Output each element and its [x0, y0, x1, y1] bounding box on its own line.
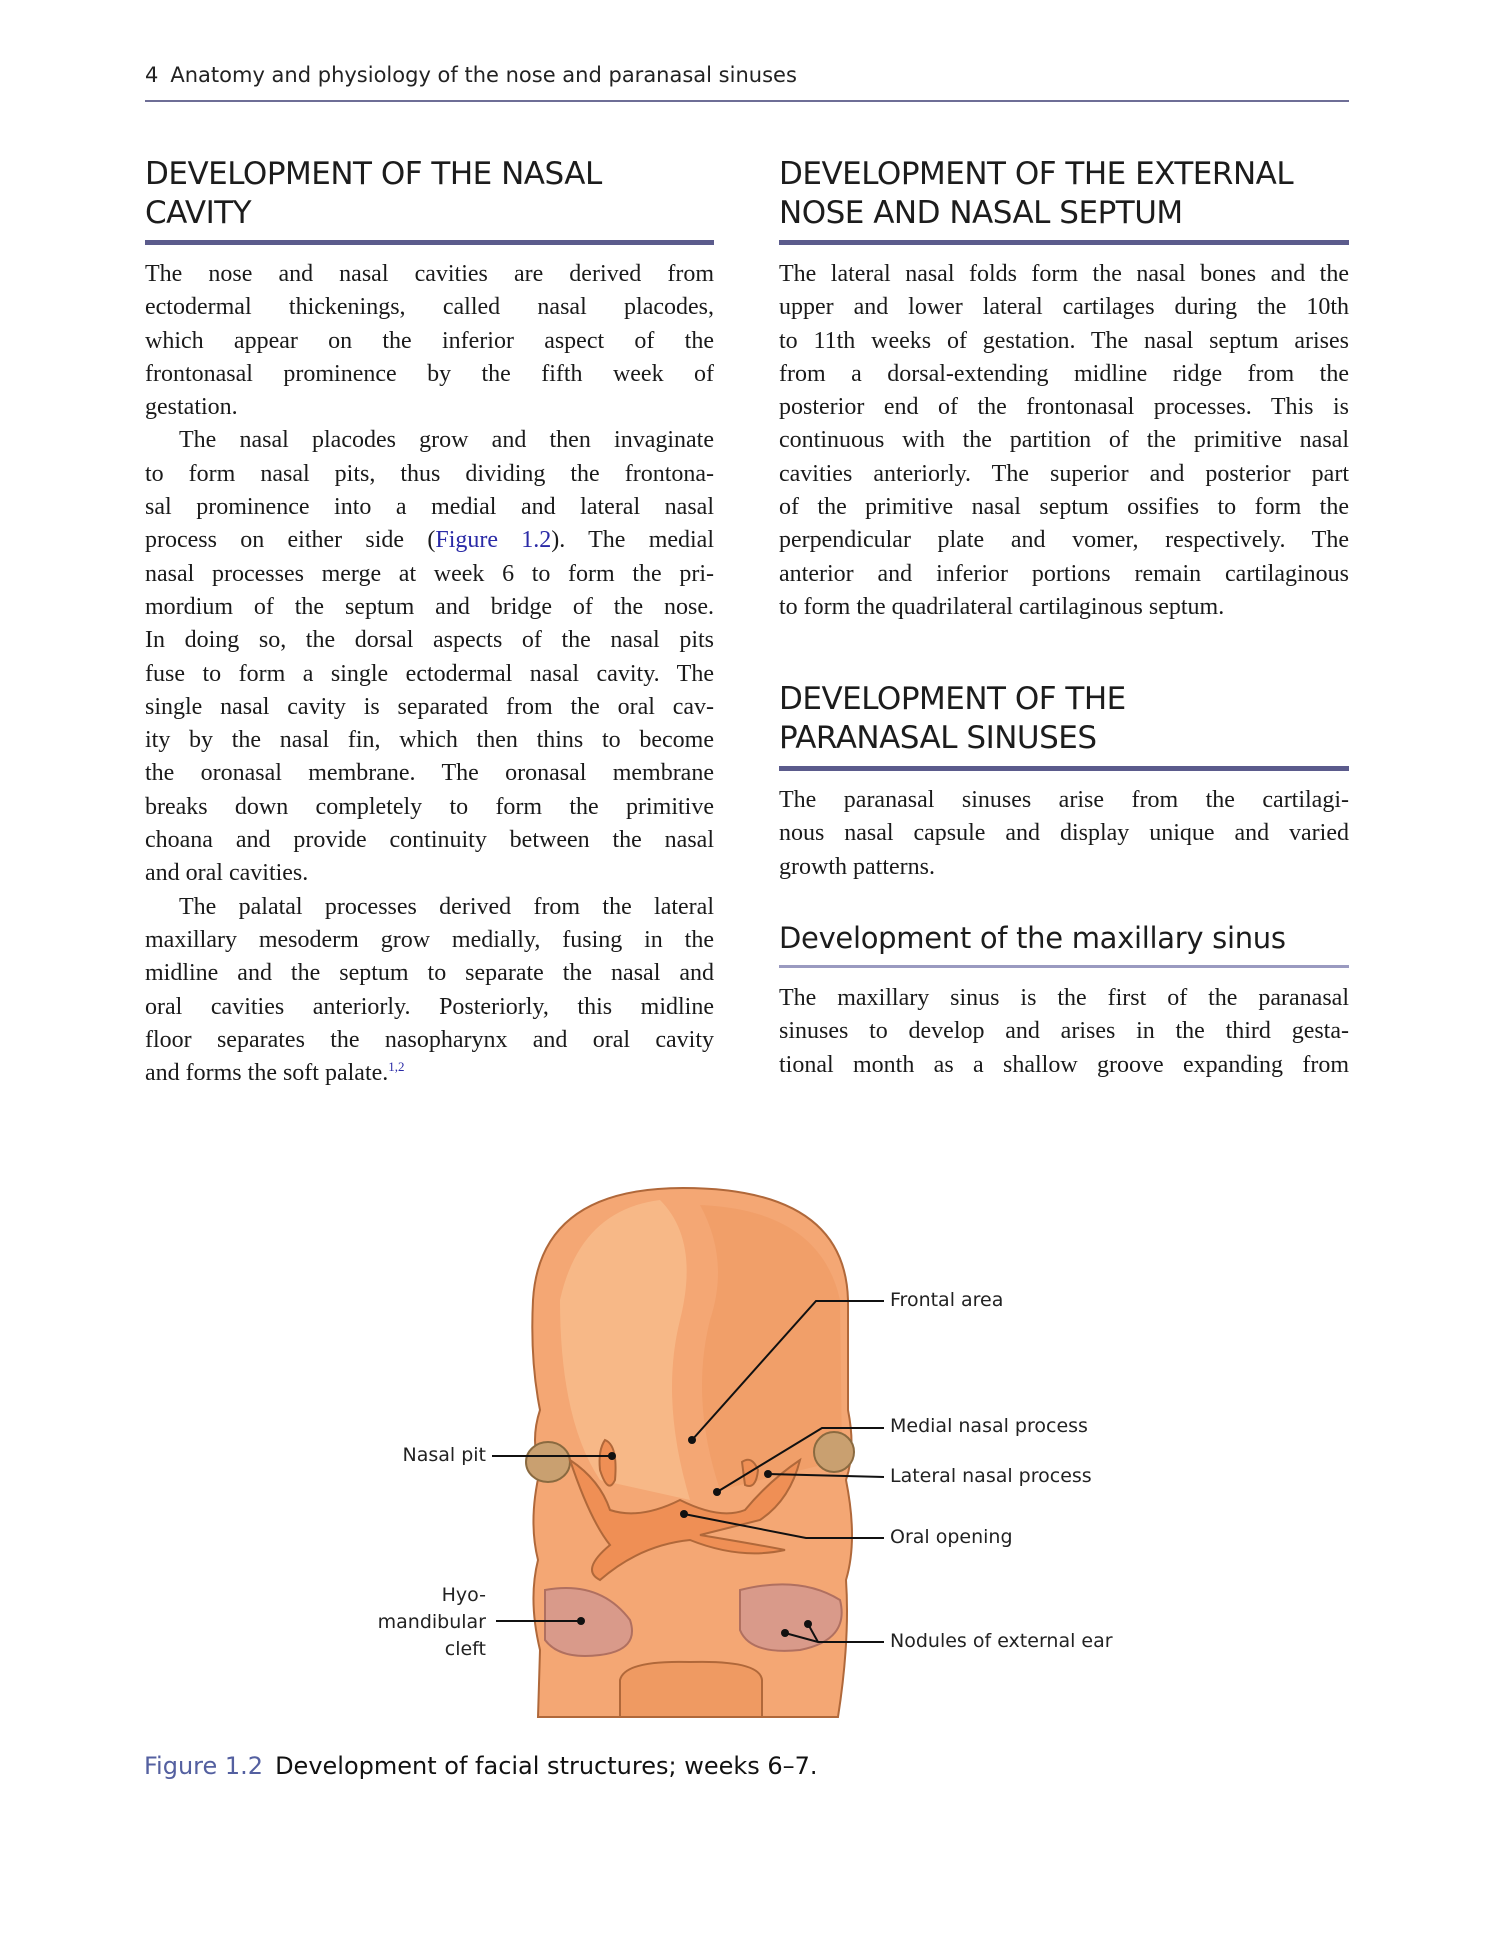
heading-line: NOSE AND NASAL SEPTUM — [779, 195, 1183, 231]
heading-line: DEVELOPMENT OF THE EXTERNAL — [779, 156, 1294, 192]
caption-number: Figure 1.2 — [144, 1752, 264, 1780]
left-ear-placode — [526, 1442, 570, 1482]
running-title: Anatomy and physiology of the nose and paranasal sinuses — [170, 63, 797, 87]
label-lateral-nasal-process: Lateral nasal process — [890, 1465, 1092, 1487]
text-line: oral cavities anteriorly. Posteriorly, this midline — [145, 993, 714, 1020]
text-line: to form the quadrilateral cartilaginous septum. — [779, 593, 1225, 620]
text-line: ity by the nasal fin, which then thins to become — [145, 727, 714, 754]
text-line: mordium of the septum and bridge of the nose. — [145, 593, 714, 620]
text-line: The lateral nasal folds form the nasal bones and the — [779, 261, 1349, 287]
label-medial-nasal-process: Medial nasal process — [890, 1415, 1088, 1437]
text-line: ectodermal thickenings, called nasal placodes, — [145, 294, 714, 321]
text-line: sal prominence into a medial and lateral nasal — [145, 494, 714, 521]
text-line: posterior end of the frontonasal processes. This is — [779, 394, 1349, 421]
text-line: which appear on the inferior aspect of the — [145, 327, 714, 354]
text: and forms the soft palate. — [145, 1060, 389, 1087]
page-number: 4 — [145, 63, 159, 87]
text-line: The nose and nasal cavities are derived from — [145, 261, 714, 287]
text: process on either side ( — [145, 527, 436, 554]
text-line: The paranasal sinuses arise from the cartilagi- — [779, 787, 1349, 813]
text-line: choana and provide continuity between the nasal — [145, 827, 714, 854]
text-line: The nasal placodes grow and then invaginate — [179, 427, 714, 454]
text-line: to 11th weeks of gestation. The nasal septum arises — [779, 327, 1349, 354]
text-line: breaks down completely to form the primitive — [145, 793, 714, 820]
text-line: The palatal processes derived from the lateral — [179, 893, 714, 920]
text: ). The medial — [551, 527, 714, 554]
heading-line: CAVITY — [145, 195, 252, 231]
label-line: Hyo- — [441, 1584, 486, 1606]
text-line: perpendicular plate and vomer, respectively. The — [779, 527, 1349, 554]
label-nasal-pit: Nasal pit — [402, 1444, 486, 1466]
text-line: single nasal cavity is separated from the oral cav- — [145, 693, 714, 720]
text-line: frontonasal prominence by the fifth week of — [145, 360, 714, 387]
label-line: cleft — [444, 1638, 486, 1660]
text-line: upper and lower lateral cartilages during the 10th — [779, 294, 1349, 321]
text-line: sinuses to develop and arises in the third gesta- — [779, 1018, 1349, 1045]
text-line: and oral cavities. — [145, 860, 309, 887]
text-line: cavities anteriorly. The superior and posterior part — [779, 460, 1349, 487]
text-line: tional month as a shallow groove expanding from — [779, 1051, 1349, 1078]
label-frontal-area: Frontal area — [890, 1289, 1004, 1311]
reference-link[interactable]: 1,2 — [388, 1059, 405, 1075]
right-external-ear-nodules — [740, 1584, 842, 1650]
text-line: floor separates the nasopharynx and oral cavity — [145, 1026, 714, 1053]
label-nodules-external-ear: Nodules of external ear — [890, 1630, 1113, 1652]
text-line: of the primitive nasal septum ossifies to form the — [779, 494, 1349, 521]
text-line: The maxillary sinus is the first of the paranasal — [779, 985, 1349, 1011]
heading-line: DEVELOPMENT OF THE NASAL — [145, 156, 602, 192]
text-line: continuous with the partition of the primitive nasal — [779, 427, 1349, 454]
text-line: growth patterns. — [779, 853, 935, 880]
text-line: midline and the septum to separate the nasal and — [145, 960, 714, 987]
label-hyomandibular-cleft — [378, 1582, 486, 1663]
text-line: anterior and inferior portions remain cartilaginous — [779, 560, 1349, 587]
figure-link[interactable]: Figure 1.2 — [435, 527, 552, 554]
caption-text: Development of facial structures; weeks 6–7. — [275, 1752, 818, 1780]
text-line: nous nasal capsule and display unique and varied — [779, 820, 1349, 847]
text-line: fuse to form a single ectodermal nasal cavity. The — [145, 660, 714, 687]
neck-fold — [620, 1662, 762, 1717]
heading-line: PARANASAL SINUSES — [779, 720, 1097, 756]
text-line: from a dorsal-extending midline ridge from the — [779, 360, 1349, 387]
text-line: maxillary mesoderm grow medially, fusing in the — [145, 926, 714, 953]
subheading-maxillary-sinus: Development of the maxillary sinus — [779, 921, 1286, 955]
text-line: the oronasal membrane. The oronasal membrane — [145, 760, 714, 787]
label-oral-opening: Oral opening — [890, 1526, 1013, 1548]
label-line: mandibular — [377, 1611, 486, 1633]
text-line: nasal processes merge at week 6 to form the pri- — [145, 560, 714, 587]
text-line: gestation. — [145, 394, 238, 421]
figure-caption — [144, 1752, 818, 1780]
right-ear-placode — [814, 1432, 854, 1472]
heading-line: DEVELOPMENT OF THE — [779, 681, 1126, 717]
text-line: to form nasal pits, thus dividing the frontona- — [145, 460, 714, 487]
text-line: In doing so, the dorsal aspects of the nasal pits — [145, 627, 714, 654]
